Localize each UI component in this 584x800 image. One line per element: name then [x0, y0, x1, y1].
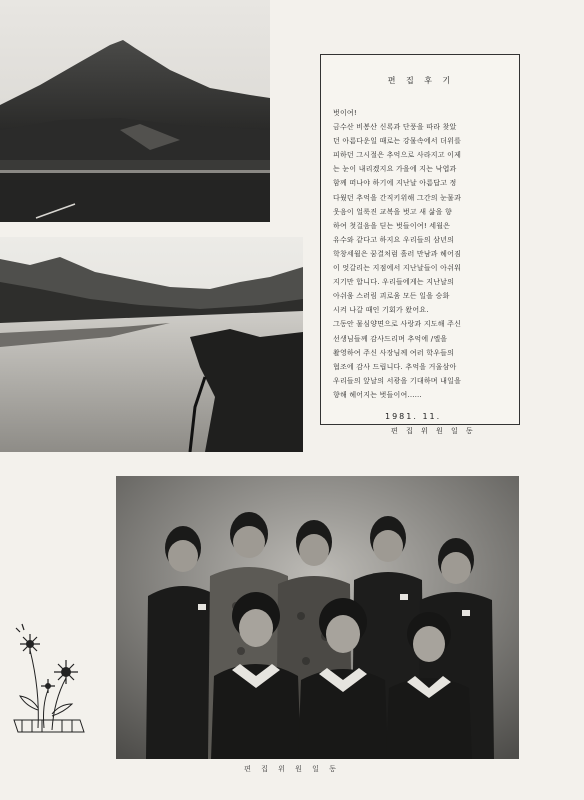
body-line: 아쉬움 스러림 괴로움 모든 일을 승화 — [333, 292, 450, 301]
editor-note-title: 편 집 후 기 — [387, 76, 455, 85]
group-photo-caption: 편 집 위 원 일 동 — [244, 765, 340, 773]
body-line: 함께 떠나야 하기에 지난날 아름답고 정 — [333, 179, 457, 188]
body-line: 향해 헤어지는 벗들이여…… — [333, 390, 422, 399]
body-line: 촬영하여 주신 사장님께 여러 학우들의 — [333, 348, 455, 357]
body-line: 지기만 합니다. 우리들에게는 지난날의 — [333, 278, 455, 287]
body-line: 하여 첫걸음을 딛는 벗들이여! 세월은 — [333, 221, 451, 230]
body-line: 벗이여! — [333, 109, 357, 117]
body-line: 다웠던 추억을 간직키위해 그간의 눈물과 — [333, 193, 462, 202]
body-line: 협조에 감사 드립니다. 추억을 거울삼아 — [333, 362, 457, 371]
body-line: 선생님들께 감사드리며 추억에 /엘을 — [333, 334, 448, 343]
editor-note-box — [320, 54, 520, 435]
body-line: 이 엇갈리는 지점에서 지난날들이 아쉬워 — [333, 264, 462, 273]
river-landscape-photo — [0, 237, 303, 452]
body-line: 학창세월은 꿈결처럼 흘러 만남과 헤어짐 — [333, 249, 462, 258]
editor-note-date: 1981. 11. — [385, 411, 442, 421]
body-line: 금수산 비봉산 신록과 단풍을 따라 찾았 — [333, 123, 457, 132]
body-line: 는 눈이 내리겠지요 가을에 지는 낙엽과 — [333, 165, 457, 174]
group-portrait-photo — [116, 476, 519, 759]
editor-note-signature: 편 집 위 원 일 동 — [391, 426, 476, 435]
flower-illustration — [8, 620, 92, 738]
body-line: 던 아름다운일 때로는 강물속에서 더위를 — [333, 137, 462, 146]
body-line: 웃음이 얼룩진 교복을 벗고 새 삶을 향 — [333, 207, 452, 216]
editor-note-body — [333, 106, 509, 402]
body-line: 시켜 나갈 때인 기회가 왔어요. — [333, 306, 429, 315]
mountain-photo — [0, 0, 270, 222]
body-line: 그동안 물심양면으로 사랑과 지도해 주신 — [333, 320, 462, 329]
body-line: 유수와 같다고 하지요 우리들의 삼년의 — [333, 235, 455, 244]
body-line: 피하던 그시절은 추억으로 사라지고 이제 — [333, 151, 462, 160]
body-line: 우리들의 앞날의 서광을 기대하며 내일을 — [333, 376, 462, 385]
